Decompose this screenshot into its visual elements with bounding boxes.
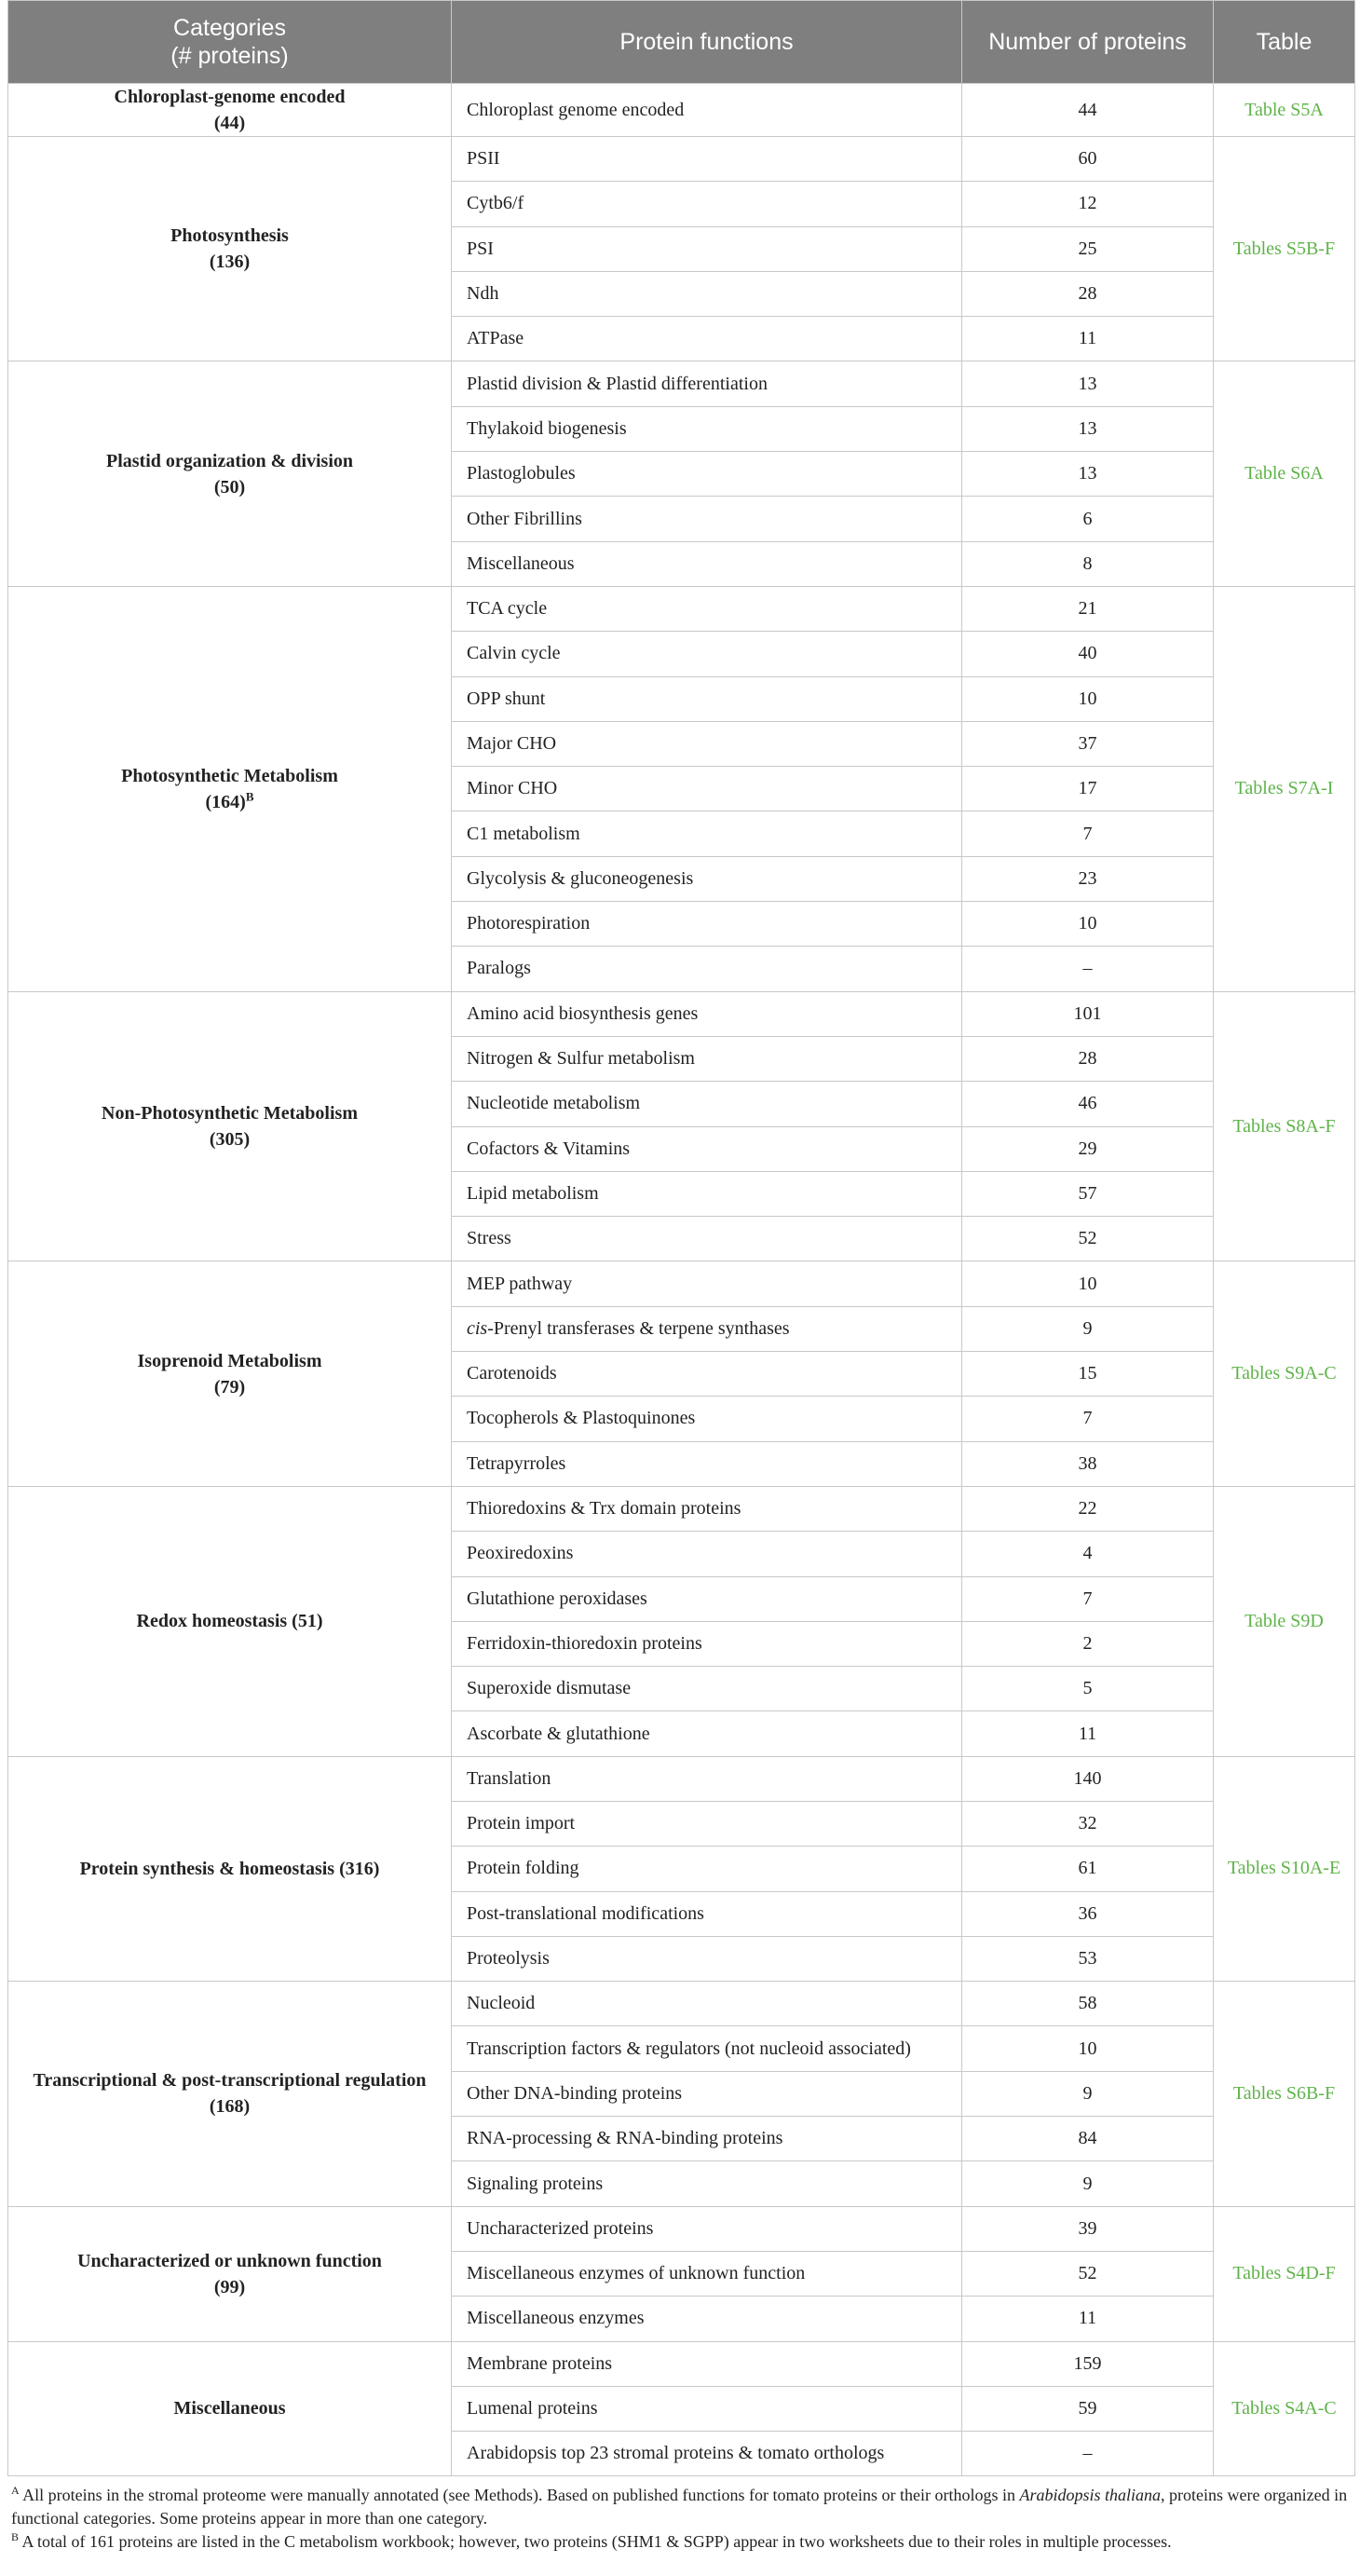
protein-count-cell: 13 (962, 452, 1214, 497)
table-row (8, 1982, 1355, 2026)
function-name: Stress (467, 1228, 511, 1249)
protein-count-cell: 10 (962, 2026, 1214, 2071)
function-name: Ferridoxin-thioredoxin proteins (467, 1632, 702, 1654)
supplementary-table-link[interactable]: Tables S4D-F (1214, 2206, 1355, 2341)
category-name: Redox homeostasis (51) (136, 1611, 323, 1632)
table-row (8, 1261, 1355, 1306)
function-name: Major CHO (467, 733, 557, 754)
protein-count-cell: 84 (962, 2117, 1214, 2161)
function-name: Lipid metabolism (467, 1182, 599, 1204)
footnote-b-mark: B (11, 2530, 20, 2544)
function-name: Cytb6/f (467, 193, 524, 214)
protein-count-cell: 23 (962, 856, 1214, 901)
header-number-of-proteins: Number of proteins (962, 1, 1214, 84)
function-name: Tetrapyrroles (467, 1452, 566, 1474)
function-name: PSII (467, 148, 500, 170)
category-cell (8, 2206, 452, 2341)
table-row (8, 2341, 1355, 2386)
supplementary-table-link[interactable]: Tables S7A-I (1214, 586, 1355, 991)
supplementary-table-link[interactable]: Tables S4A-C (1214, 2341, 1355, 2476)
protein-count-cell: 159 (962, 2341, 1214, 2386)
category-name: Non-Photosynthetic Metabolism (102, 1103, 358, 1124)
supplementary-table-link[interactable]: Table S6A (1214, 361, 1355, 586)
protein-count-cell: 6 (962, 497, 1214, 541)
function-cell (452, 361, 962, 406)
protein-count-cell: 39 (962, 2206, 1214, 2251)
category-count: (50) (213, 476, 246, 497)
function-cell (452, 991, 962, 1036)
function-cell (452, 1667, 962, 1711)
function-name: OPP shunt (467, 688, 546, 709)
protein-count-cell: 29 (962, 1126, 1214, 1171)
function-cell (452, 1982, 962, 2026)
protein-count-cell: 17 (962, 767, 1214, 811)
function-name: Signaling proteins (467, 2173, 604, 2194)
function-cell (452, 2251, 962, 2296)
function-name: Tocopherols & Plastoquinones (467, 1408, 696, 1429)
function-cell (452, 676, 962, 721)
protein-count-cell: 4 (962, 1532, 1214, 1576)
function-cell (452, 1036, 962, 1081)
table-row (8, 84, 1355, 137)
function-cell (452, 1352, 962, 1397)
protein-count-cell: 36 (962, 1891, 1214, 1936)
function-name: Plastid division & Plastid differentiation (467, 373, 768, 394)
function-cell (452, 137, 962, 182)
protein-count-cell: 15 (962, 1352, 1214, 1397)
protein-count-cell: 13 (962, 361, 1214, 406)
protein-count-cell: 28 (962, 271, 1214, 316)
footnote-a-species: Arabidopsis thaliana (1019, 2486, 1161, 2505)
function-cell (452, 2432, 962, 2476)
function-cell (452, 406, 962, 451)
category-cell (8, 991, 452, 1261)
category-name: Protein synthesis & homeostasis (316) (79, 1858, 380, 1879)
protein-count-cell: 10 (962, 1261, 1214, 1306)
function-name: Thioredoxins & Trx domain proteins (467, 1498, 741, 1520)
category-cell (8, 84, 452, 137)
footnotes (7, 2476, 1354, 2554)
protein-count-cell: 9 (962, 1306, 1214, 1351)
category-count: (99) (213, 2276, 246, 2297)
function-cell (452, 767, 962, 811)
function-name: Miscellaneous enzymes (467, 2308, 645, 2329)
category-name: Photosynthesis (170, 225, 289, 247)
function-name: Uncharacterized proteins (467, 2217, 654, 2239)
protein-count-cell: 11 (962, 2297, 1214, 2341)
function-name: ATPase (467, 328, 524, 349)
category-count: (168) (209, 2096, 251, 2118)
protein-count-cell: 57 (962, 1171, 1214, 1216)
function-name: RNA-processing & RNA-binding proteins (467, 2128, 783, 2149)
function-name: Cofactors & Vitamins (467, 1138, 631, 1159)
protein-count-cell: 140 (962, 1756, 1214, 1801)
function-name: Lumenal proteins (467, 2397, 598, 2419)
protein-count-cell: 32 (962, 1801, 1214, 1846)
function-cell (452, 497, 962, 541)
category-name: Plastid organization & division (105, 450, 354, 471)
function-cell (452, 1171, 962, 1216)
function-cell (452, 84, 962, 137)
function-cell (452, 541, 962, 586)
supplementary-table-link[interactable]: Table S5A (1214, 84, 1355, 137)
function-name: Superoxide dismutase (467, 1678, 632, 1699)
function-name: Protein folding (467, 1858, 579, 1879)
category-name: Transcriptional & post-transcriptional regulation (33, 2070, 427, 2092)
function-name: Glutathione peroxidases (467, 1588, 647, 1609)
category-cell (8, 137, 452, 361)
protein-count-cell: 60 (962, 137, 1214, 182)
category-cell (8, 586, 452, 991)
function-cell (452, 1532, 962, 1576)
table-row (8, 1486, 1355, 1531)
function-name: Nucleotide metabolism (467, 1093, 641, 1114)
protein-count-cell: 101 (962, 991, 1214, 1036)
header-table: Table (1214, 1, 1355, 84)
category-cell (8, 1982, 452, 2206)
protein-count-cell: 8 (962, 541, 1214, 586)
table-header (8, 1, 1355, 84)
function-cell (452, 2071, 962, 2116)
category-count: (136) (209, 252, 251, 273)
protein-count-cell: 12 (962, 182, 1214, 226)
protein-count-cell: 37 (962, 721, 1214, 766)
protein-categories-table (7, 0, 1355, 2476)
function-cell (452, 1082, 962, 1126)
table-row (8, 1756, 1355, 1801)
function-name: Ndh (467, 283, 499, 305)
protein-count-cell: 58 (962, 1982, 1214, 2026)
function-cell (452, 1756, 962, 1801)
function-cell (452, 2026, 962, 2071)
function-cell (452, 1261, 962, 1306)
protein-count-cell: 28 (962, 1036, 1214, 1081)
header-categories (8, 1, 452, 84)
protein-count-cell: 10 (962, 902, 1214, 947)
header-protein-functions: Protein functions (452, 1, 962, 84)
function-name: Post-translational modifications (467, 1902, 704, 1924)
function-cell (452, 226, 962, 271)
function-cell (452, 1621, 962, 1666)
function-name: -Prenyl transferases & terpene synthases (487, 1317, 790, 1339)
function-name: Thylakoid biogenesis (467, 417, 627, 439)
category-name: Isoprenoid Metabolism (137, 1350, 322, 1371)
table-row (8, 586, 1355, 631)
protein-count-cell: 7 (962, 811, 1214, 856)
function-cell (452, 1217, 962, 1261)
function-cell (452, 1847, 962, 1891)
function-cell (452, 1936, 962, 1981)
footnote-a-mark: A (11, 2484, 20, 2498)
function-name: Carotenoids (467, 1363, 557, 1384)
protein-count-cell: 52 (962, 2251, 1214, 2296)
function-cell (452, 1486, 962, 1531)
category-cell (8, 1261, 452, 1486)
function-name: Other DNA-binding proteins (467, 2082, 683, 2104)
function-cell (452, 1891, 962, 1936)
protein-count-cell: 25 (962, 226, 1214, 271)
header-categories-sublabel: (# proteins) (170, 43, 289, 69)
function-name: Proteolysis (467, 1948, 550, 1969)
function-name: Membrane proteins (467, 2352, 613, 2374)
supplementary-table-link[interactable]: Tables S9A-C (1214, 1261, 1355, 1486)
function-cell (452, 182, 962, 226)
function-cell (452, 271, 962, 316)
table-row (8, 137, 1355, 182)
footnote-b (11, 2530, 1351, 2554)
function-name: Arabidopsis top 23 stromal proteins & tomato orthologs (467, 2443, 885, 2464)
function-name: Minor CHO (467, 778, 558, 799)
function-name: Nitrogen & Sulfur metabolism (467, 1048, 695, 1070)
header-categories-label: Categories (173, 15, 286, 41)
function-name: MEP pathway (467, 1273, 573, 1294)
function-cell (452, 1711, 962, 1756)
function-name: Amino acid biosynthesis genes (467, 1002, 699, 1024)
protein-count-cell: 38 (962, 1441, 1214, 1486)
function-cell (452, 1441, 962, 1486)
supplementary-table-link[interactable]: Tables S6B-F (1214, 1982, 1355, 2206)
function-cell (452, 1306, 962, 1351)
function-name: Peoxiredoxins (467, 1543, 574, 1564)
category-name: Uncharacterized or unknown function (77, 2250, 382, 2271)
function-cell (452, 811, 962, 856)
function-name: Transcription factors & regulators (not nucleoid associated) (467, 2038, 911, 2059)
category-count: (164) (205, 791, 246, 812)
function-name: Chloroplast genome encoded (467, 99, 685, 120)
function-cell (452, 586, 962, 631)
function-cell (452, 317, 962, 361)
protein-count-cell: – (962, 947, 1214, 991)
function-name: PSI (467, 238, 494, 259)
protein-count-cell: 10 (962, 676, 1214, 721)
table-row (8, 2206, 1355, 2251)
function-cell (452, 2206, 962, 2251)
supplementary-table-link[interactable]: Tables S5B-F (1214, 137, 1355, 361)
function-cell (452, 2297, 962, 2341)
protein-count-cell: 52 (962, 1217, 1214, 1261)
function-name: Miscellaneous (467, 552, 575, 574)
function-name: Nucleoid (467, 1993, 536, 2014)
function-cell (452, 1126, 962, 1171)
table-row (8, 991, 1355, 1036)
protein-count-cell: 9 (962, 2071, 1214, 2116)
category-cell (8, 2341, 452, 2476)
protein-count-cell: 11 (962, 317, 1214, 361)
function-name: Calvin cycle (467, 643, 561, 664)
function-cell (452, 2161, 962, 2206)
category-name: Miscellaneous (173, 2398, 286, 2419)
protein-count-cell: 9 (962, 2161, 1214, 2206)
table-body (8, 84, 1355, 2476)
category-name: Photosynthetic Metabolism (121, 765, 338, 786)
category-name: Chloroplast-genome encoded (114, 87, 346, 107)
function-name: C1 metabolism (467, 823, 580, 844)
category-count: (79) (213, 1376, 246, 1397)
protein-count-cell: 5 (962, 1667, 1214, 1711)
protein-count-cell: 53 (962, 1936, 1214, 1981)
function-name: Protein import (467, 1813, 576, 1834)
supplementary-table-link[interactable]: Table S9D (1214, 1486, 1355, 1756)
function-cell (452, 721, 962, 766)
footnote-a-text-end: , proteins were organized in functional categories. Some proteins appear in more than one category. (11, 2486, 1348, 2528)
protein-count-cell: 21 (962, 586, 1214, 631)
category-count: (305) (209, 1129, 251, 1151)
function-name: Photorespiration (467, 913, 591, 934)
protein-count-cell: 11 (962, 1711, 1214, 1756)
table-row (8, 361, 1355, 406)
category-cell (8, 361, 452, 586)
protein-count-cell: 22 (962, 1486, 1214, 1531)
function-cell (452, 947, 962, 991)
footnote-b-text: A total of 161 proteins are listed in the C metabolism workbook; however, two proteins (SHM1 & SGPP) appear in two worksheets due to their roles in multiple processes. (19, 2532, 1172, 2552)
protein-count-cell: 2 (962, 1621, 1214, 1666)
function-cell (452, 2341, 962, 2386)
function-cell (452, 902, 962, 947)
footnote-a-text: All proteins in the stromal proteome were manually annotated (see Methods). Based on published functions for tomato proteins or their orthologs in (19, 2486, 1020, 2505)
protein-count-cell: 44 (962, 84, 1214, 137)
function-cell (452, 1397, 962, 1441)
protein-count-cell: 59 (962, 2386, 1214, 2431)
function-cell (452, 2386, 962, 2431)
function-name: TCA cycle (467, 598, 548, 620)
category-cell (8, 1486, 452, 1756)
function-name: Plastoglobules (467, 463, 576, 484)
function-cell (452, 632, 962, 676)
protein-count-cell: 13 (962, 406, 1214, 451)
category-footnote-mark: B (245, 789, 254, 804)
protein-count-cell: 40 (962, 632, 1214, 676)
function-italic: cis (467, 1317, 488, 1339)
function-cell (452, 1801, 962, 1846)
function-cell (452, 856, 962, 901)
function-name: Miscellaneous enzymes of unknown function (467, 2263, 806, 2284)
function-name: Ascorbate & glutathione (467, 1723, 650, 1744)
function-cell (452, 452, 962, 497)
footnote-a (11, 2484, 1351, 2530)
protein-count-cell: 46 (962, 1082, 1214, 1126)
supplementary-table-link[interactable]: Tables S10A-E (1214, 1756, 1355, 1981)
protein-count-cell: – (962, 2432, 1214, 2476)
protein-count-cell: 61 (962, 1847, 1214, 1891)
function-cell (452, 1576, 962, 1621)
function-name: Translation (467, 1767, 551, 1789)
function-name: Other Fibrillins (467, 508, 582, 529)
supplementary-table-link[interactable]: Tables S8A-F (1214, 991, 1355, 1261)
protein-count-cell: 7 (962, 1576, 1214, 1621)
function-name: Glycolysis & gluconeogenesis (467, 867, 694, 889)
function-name: Paralogs (467, 958, 531, 979)
protein-count-cell: 7 (962, 1397, 1214, 1441)
table-container (7, 0, 1354, 2554)
function-cell (452, 2117, 962, 2161)
category-count: (44) (213, 113, 246, 133)
category-cell (8, 1756, 452, 1981)
